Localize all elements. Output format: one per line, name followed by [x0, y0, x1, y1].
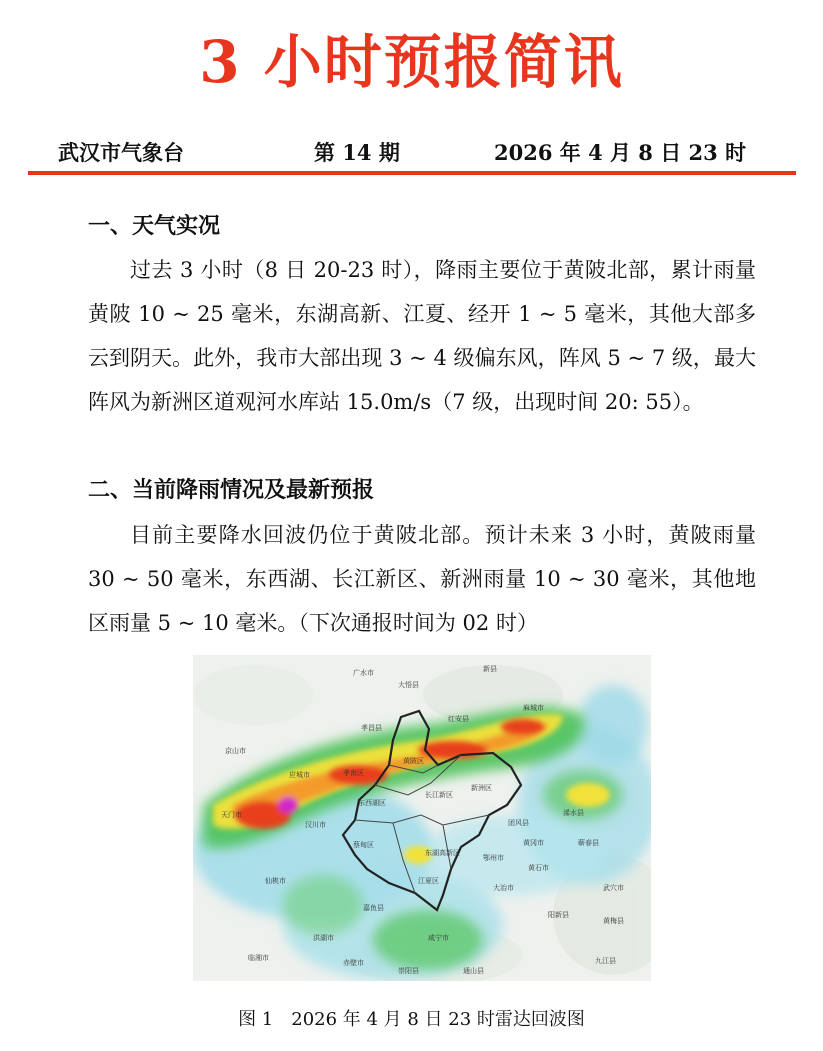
map-label-huangmei: 黄梅县	[603, 917, 624, 925]
map-label-xiaonan: 孝南区	[343, 769, 364, 777]
radar-echo-map	[193, 655, 651, 981]
issuing-agency: 武汉市气象台	[58, 140, 184, 165]
map-label-donghugaoxin: 东湖高新区	[425, 849, 460, 857]
section-heading-observation: 一、天气实况	[88, 214, 221, 239]
map-label-tianmen: 天门市	[221, 811, 242, 819]
map-label-xinzhou: 新洲区	[471, 784, 492, 792]
map-label-jingshan: 京山市	[225, 747, 246, 755]
map-label-linxiang: 临湘市	[248, 954, 269, 962]
section-heading-forecast: 二、当前降雨情况及最新预报	[88, 478, 375, 503]
map-label-xianning: 咸宁市	[428, 934, 449, 942]
map-label-hongan: 红安县	[448, 715, 469, 723]
map-label-guangshui: 广水市	[353, 669, 374, 677]
map-label-dawu: 大悟县	[398, 681, 419, 689]
map-label-honghu: 洪湖市	[313, 934, 334, 942]
map-label-daye: 大冶市	[493, 884, 514, 892]
map-label-jiujiang: 九江县	[595, 957, 616, 965]
map-label-tuanfeng: 团风县	[508, 819, 529, 827]
radar-map-svg	[193, 655, 651, 981]
map-label-yangxin: 阳新县	[548, 911, 569, 919]
map-label-jiangxia: 江夏区	[418, 877, 439, 885]
map-label-chongyang: 崇阳县	[398, 967, 419, 975]
map-label-dongxihu: 东西湖区	[358, 799, 386, 807]
figure-caption: 图 1 2026 年 4 月 8 日 23 时雷达回波图	[238, 1009, 585, 1030]
map-label-huanggang: 黄冈市	[523, 839, 544, 847]
map-label-huangpi: 黄陂区	[403, 757, 424, 765]
page-title: 3 小时预报简讯	[199, 28, 624, 96]
map-label-hanchuan: 汉川市	[305, 821, 326, 829]
map-label-chibi: 赤壁市	[343, 959, 364, 967]
map-label-caidian: 蔡甸区	[353, 841, 374, 849]
map-label-tongshan: 通山县	[463, 967, 484, 975]
map-label-macheng: 麻城市	[523, 704, 544, 712]
map-label-xinxian: 新县	[483, 665, 497, 673]
map-label-huangshi: 黄石市	[528, 864, 549, 872]
map-label-xiaochang: 孝昌县	[361, 724, 382, 732]
map-label-qichun: 蕲春县	[578, 839, 599, 847]
map-label-jiayu: 嘉鱼县	[363, 904, 384, 912]
map-label-changjiangxinqu: 长江新区	[425, 791, 453, 799]
map-label-yingcheng: 应城市	[289, 771, 310, 779]
map-label-xishui: 浠水县	[563, 809, 584, 817]
observation-paragraph: 过去 3 小时（8 日 20-23 时），降雨主要位于黄陂北部，累计雨量黄陂 10 ~ 25 毫米，东湖高新、江夏、经开 1 ~ 5 毫米，其他大部多云到阴天。此外，我市大部出现 3 ~ 4 级偏东风，阵风 5 ~ 7 级，最大阵风为新洲区道观河水库站 15.0m/s（7 级，出现时间 20: 55）。	[88, 258, 756, 414]
map-label-wuxue: 武穴市	[603, 884, 624, 892]
map-label-ezhou: 鄂州市	[483, 854, 504, 862]
header-divider	[28, 171, 796, 175]
forecast-paragraph: 目前主要降水回波仍位于黄陂北部。预计未来 3 小时，黄陂雨量 30 ~ 50 毫米，东西湖、长江新区、新洲雨量 10 ~ 30 毫米，其他地区雨量 5 ~ 10 毫米。（下次通报时间为 02 时）	[88, 523, 756, 635]
issue-number: 第 14 期	[314, 140, 400, 165]
issue-time: 2026 年 4 月 8 日 23 时	[494, 140, 747, 165]
map-label-xiantao: 仙桃市	[265, 877, 286, 885]
